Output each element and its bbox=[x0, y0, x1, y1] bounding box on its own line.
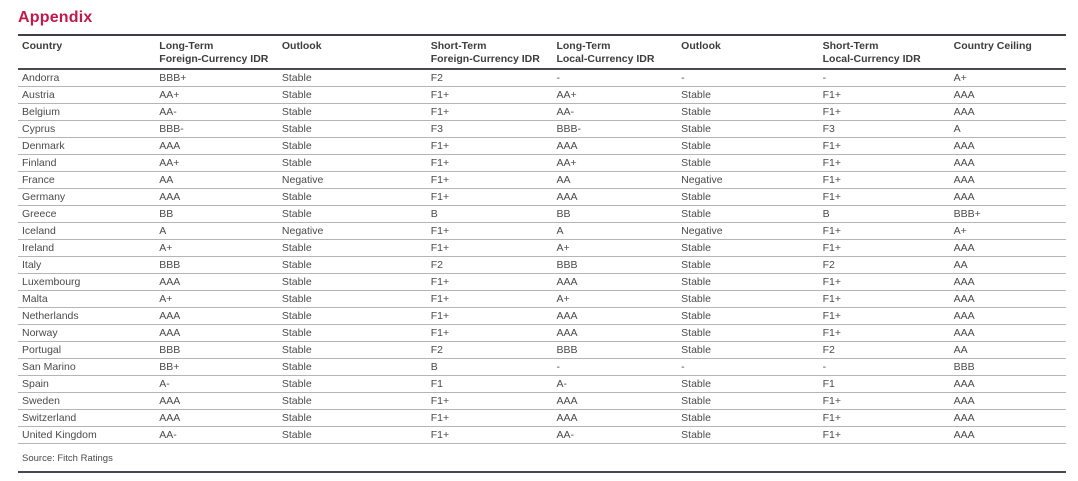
rating-cell: AA bbox=[950, 342, 1066, 359]
table-row bbox=[18, 257, 1066, 274]
rating-cell: F1+ bbox=[819, 325, 950, 342]
rating-cell: BBB bbox=[155, 342, 278, 359]
rating-cell: Stable bbox=[278, 410, 427, 427]
rating-cell: Stable bbox=[278, 189, 427, 206]
column-header-line1: Short-Term bbox=[822, 40, 879, 52]
rating-cell: AAA bbox=[552, 410, 677, 427]
rating-cell: A bbox=[155, 223, 278, 240]
rating-cell: AAA bbox=[950, 104, 1066, 121]
rating-cell: F2 bbox=[427, 69, 553, 87]
rating-cell: F1+ bbox=[819, 393, 950, 410]
rating-cell: Stable bbox=[278, 427, 427, 444]
rating-cell: Stable bbox=[278, 376, 427, 393]
rating-cell: Negative bbox=[278, 172, 427, 189]
country-cell: Netherlands bbox=[18, 308, 155, 325]
rating-cell: F1+ bbox=[819, 104, 950, 121]
rating-cell: BBB- bbox=[155, 121, 278, 138]
country-cell: Norway bbox=[18, 325, 155, 342]
country-cell: Switzerland bbox=[18, 410, 155, 427]
rating-cell: F1+ bbox=[427, 138, 553, 155]
rating-cell: - bbox=[677, 359, 818, 376]
country-cell: Belgium bbox=[18, 104, 155, 121]
rating-cell: AAA bbox=[155, 308, 278, 325]
rating-cell: AAA bbox=[155, 274, 278, 291]
rating-cell: AAA bbox=[950, 240, 1066, 257]
rating-cell: A- bbox=[552, 376, 677, 393]
country-cell: Finland bbox=[18, 155, 155, 172]
rating-cell: Stable bbox=[278, 69, 427, 87]
rating-cell: F1+ bbox=[819, 308, 950, 325]
table-row bbox=[18, 274, 1066, 291]
column-header bbox=[155, 35, 278, 69]
column-header-line1: Outlook bbox=[281, 40, 322, 52]
rating-cell: AAA bbox=[950, 376, 1066, 393]
rating-cell: A+ bbox=[552, 240, 677, 257]
rating-cell: Stable bbox=[278, 155, 427, 172]
rating-cell: AAA bbox=[950, 410, 1066, 427]
rating-cell: Stable bbox=[278, 393, 427, 410]
rating-cell: BBB bbox=[950, 359, 1066, 376]
rating-cell: Stable bbox=[278, 240, 427, 257]
table-row bbox=[18, 172, 1066, 189]
rating-cell: Negative bbox=[278, 223, 427, 240]
rating-cell: F1+ bbox=[819, 189, 950, 206]
table-row bbox=[18, 359, 1066, 376]
column-header-line1: Country Ceiling bbox=[953, 40, 1032, 52]
table-row bbox=[18, 376, 1066, 393]
country-cell: Malta bbox=[18, 291, 155, 308]
rating-cell: A+ bbox=[950, 223, 1066, 240]
rating-cell: Stable bbox=[278, 104, 427, 121]
column-header-line2: Foreign-Currency IDR bbox=[159, 52, 269, 65]
rating-cell: F1+ bbox=[427, 104, 553, 121]
rating-cell: F1+ bbox=[819, 427, 950, 444]
country-cell: Austria bbox=[18, 87, 155, 104]
rating-cell: Stable bbox=[677, 410, 818, 427]
rating-cell: AAA bbox=[552, 138, 677, 155]
rating-cell: Stable bbox=[677, 257, 818, 274]
rating-cell: Stable bbox=[677, 121, 818, 138]
rating-cell: F1+ bbox=[819, 87, 950, 104]
column-header-line2: Local-Currency IDR bbox=[556, 52, 655, 65]
column-header-line2: Foreign-Currency IDR bbox=[430, 52, 540, 65]
rating-cell: F1+ bbox=[427, 155, 553, 172]
column-header bbox=[18, 35, 155, 69]
rating-cell: Stable bbox=[278, 206, 427, 223]
country-cell: Portugal bbox=[18, 342, 155, 359]
rating-cell: - bbox=[819, 69, 950, 87]
table-row bbox=[18, 189, 1066, 206]
rating-cell: Stable bbox=[278, 308, 427, 325]
country-cell: Italy bbox=[18, 257, 155, 274]
rating-cell: Stable bbox=[677, 393, 818, 410]
rating-cell: F2 bbox=[819, 257, 950, 274]
rating-cell: F1+ bbox=[819, 410, 950, 427]
country-cell: Luxembourg bbox=[18, 274, 155, 291]
rating-cell: - bbox=[552, 359, 677, 376]
rating-cell: AAA bbox=[552, 393, 677, 410]
rating-cell: AAA bbox=[950, 427, 1066, 444]
country-cell: Iceland bbox=[18, 223, 155, 240]
country-cell: Ireland bbox=[18, 240, 155, 257]
rating-cell: AAA bbox=[950, 189, 1066, 206]
rating-cell: Stable bbox=[677, 274, 818, 291]
rating-cell: AAA bbox=[155, 138, 278, 155]
source-note: Source: Fitch Ratings bbox=[22, 453, 113, 464]
column-header bbox=[677, 35, 818, 69]
rating-cell: BB+ bbox=[155, 359, 278, 376]
rating-cell: F1+ bbox=[819, 291, 950, 308]
table-row bbox=[18, 410, 1066, 427]
table-row bbox=[18, 223, 1066, 240]
rating-cell: AA- bbox=[552, 104, 677, 121]
rating-cell: AAA bbox=[552, 274, 677, 291]
rating-cell: BB bbox=[552, 206, 677, 223]
table-row bbox=[18, 325, 1066, 342]
rating-cell: Negative bbox=[677, 172, 818, 189]
rating-cell: AAA bbox=[155, 410, 278, 427]
rating-cell: B bbox=[427, 206, 553, 223]
rating-cell: AA- bbox=[552, 427, 677, 444]
rating-cell: Stable bbox=[278, 87, 427, 104]
rating-cell: Stable bbox=[278, 274, 427, 291]
rating-cell: AAA bbox=[552, 308, 677, 325]
rating-cell: F1+ bbox=[427, 189, 553, 206]
rating-cell: AAA bbox=[155, 189, 278, 206]
rating-cell: - bbox=[552, 69, 677, 87]
rating-cell: F2 bbox=[427, 257, 553, 274]
rating-cell: BB bbox=[155, 206, 278, 223]
rating-cell: Stable bbox=[677, 342, 818, 359]
rating-cell: AAA bbox=[950, 325, 1066, 342]
country-cell: France bbox=[18, 172, 155, 189]
rating-cell: AAA bbox=[950, 172, 1066, 189]
rating-cell: Stable bbox=[278, 138, 427, 155]
rating-cell: AAA bbox=[950, 393, 1066, 410]
rating-cell: Stable bbox=[677, 87, 818, 104]
rating-cell: F1 bbox=[819, 376, 950, 393]
rating-cell: AA- bbox=[155, 104, 278, 121]
rating-cell: A- bbox=[155, 376, 278, 393]
rating-cell: Stable bbox=[677, 138, 818, 155]
table-row bbox=[18, 155, 1066, 172]
rating-cell: BBB bbox=[552, 342, 677, 359]
column-header bbox=[427, 35, 553, 69]
rating-cell: F1+ bbox=[427, 410, 553, 427]
rating-cell: AAA bbox=[155, 393, 278, 410]
country-cell: Andorra bbox=[18, 69, 155, 87]
rating-cell: F2 bbox=[427, 342, 553, 359]
rating-cell: F1+ bbox=[819, 240, 950, 257]
rating-cell: F1+ bbox=[427, 240, 553, 257]
rating-cell: Stable bbox=[278, 257, 427, 274]
table-row bbox=[18, 138, 1066, 155]
table-header-row bbox=[18, 35, 1066, 69]
rating-cell: Stable bbox=[677, 376, 818, 393]
table-row bbox=[18, 308, 1066, 325]
rating-cell: BBB- bbox=[552, 121, 677, 138]
rating-cell: Stable bbox=[677, 104, 818, 121]
rating-cell: A+ bbox=[155, 291, 278, 308]
rating-cell: AA+ bbox=[155, 155, 278, 172]
rating-cell: A+ bbox=[950, 69, 1066, 87]
column-header-line1: Country bbox=[22, 40, 63, 52]
rating-cell: Negative bbox=[677, 223, 818, 240]
rating-cell: F1 bbox=[427, 376, 553, 393]
column-header bbox=[552, 35, 677, 69]
country-cell: Germany bbox=[18, 189, 155, 206]
table-row bbox=[18, 427, 1066, 444]
rating-cell: Stable bbox=[677, 189, 818, 206]
rating-cell: A+ bbox=[552, 291, 677, 308]
rating-cell: F1+ bbox=[819, 138, 950, 155]
rating-cell: BBB+ bbox=[950, 206, 1066, 223]
rating-cell: F1+ bbox=[819, 172, 950, 189]
rating-cell: A bbox=[950, 121, 1066, 138]
rating-cell: F1+ bbox=[427, 172, 553, 189]
rating-cell: AAA bbox=[950, 155, 1066, 172]
table-row bbox=[18, 393, 1066, 410]
table-row bbox=[18, 291, 1066, 308]
rating-cell: AA+ bbox=[552, 87, 677, 104]
rating-cell: F1+ bbox=[819, 155, 950, 172]
country-cell: Sweden bbox=[18, 393, 155, 410]
rating-cell: B bbox=[819, 206, 950, 223]
table-row bbox=[18, 69, 1066, 87]
rating-cell: AAA bbox=[552, 189, 677, 206]
column-header-line1: Long-Term bbox=[159, 40, 214, 52]
rating-cell: Stable bbox=[677, 308, 818, 325]
table-header bbox=[18, 35, 1066, 69]
rating-cell: F1+ bbox=[427, 291, 553, 308]
rating-cell: Stable bbox=[278, 325, 427, 342]
rating-cell: Stable bbox=[278, 291, 427, 308]
rating-cell: Stable bbox=[677, 155, 818, 172]
rating-cell: F1+ bbox=[819, 274, 950, 291]
rating-cell: F1+ bbox=[427, 87, 553, 104]
rating-cell: F1+ bbox=[427, 325, 553, 342]
rating-cell: BBB bbox=[155, 257, 278, 274]
rating-cell: - bbox=[677, 69, 818, 87]
rating-cell: Stable bbox=[278, 359, 427, 376]
table-row bbox=[18, 240, 1066, 257]
table-row bbox=[18, 87, 1066, 104]
column-header-line1: Short-Term bbox=[430, 40, 487, 52]
rating-cell: A+ bbox=[155, 240, 278, 257]
ratings-table bbox=[18, 34, 1066, 444]
rating-cell: AA+ bbox=[155, 87, 278, 104]
column-header-line1: Outlook bbox=[681, 40, 721, 52]
rating-cell: AA bbox=[950, 257, 1066, 274]
rating-cell: AAA bbox=[950, 274, 1066, 291]
rating-cell: Stable bbox=[677, 206, 818, 223]
rating-cell: F3 bbox=[819, 121, 950, 138]
rating-cell: BBB bbox=[552, 257, 677, 274]
column-header bbox=[950, 35, 1066, 69]
rating-cell: AA- bbox=[155, 427, 278, 444]
column-header bbox=[819, 35, 950, 69]
rating-cell: AAA bbox=[950, 291, 1066, 308]
table-row bbox=[18, 342, 1066, 359]
rating-cell: Stable bbox=[278, 121, 427, 138]
column-header-line1: Long-Term bbox=[556, 40, 611, 52]
rating-cell: AAA bbox=[950, 138, 1066, 155]
rating-cell: F1+ bbox=[819, 223, 950, 240]
country-cell: Spain bbox=[18, 376, 155, 393]
rating-cell: Stable bbox=[677, 325, 818, 342]
rating-cell: A bbox=[552, 223, 677, 240]
rating-cell: BBB+ bbox=[155, 69, 278, 87]
page-title: Appendix bbox=[18, 9, 93, 26]
rating-cell: Stable bbox=[677, 240, 818, 257]
rating-cell: F1+ bbox=[427, 308, 553, 325]
rating-cell: AAA bbox=[552, 325, 677, 342]
country-cell: United Kingdom bbox=[18, 427, 155, 444]
rating-cell: AA bbox=[552, 172, 677, 189]
rating-cell: Stable bbox=[278, 342, 427, 359]
table-row bbox=[18, 206, 1066, 223]
rating-cell: Stable bbox=[677, 291, 818, 308]
rating-cell: F1+ bbox=[427, 223, 553, 240]
rating-cell: F2 bbox=[819, 342, 950, 359]
column-header bbox=[278, 35, 427, 69]
rating-cell: F1+ bbox=[427, 274, 553, 291]
country-cell: Greece bbox=[18, 206, 155, 223]
rating-cell: AAA bbox=[950, 87, 1066, 104]
rating-cell: - bbox=[819, 359, 950, 376]
country-cell: Cyprus bbox=[18, 121, 155, 138]
rating-cell: AAA bbox=[155, 325, 278, 342]
rating-cell: AA+ bbox=[552, 155, 677, 172]
rating-cell: F1+ bbox=[427, 427, 553, 444]
rating-cell: AAA bbox=[950, 308, 1066, 325]
rating-cell: AA bbox=[155, 172, 278, 189]
country-cell: San Marino bbox=[18, 359, 155, 376]
rating-cell: Stable bbox=[677, 427, 818, 444]
country-cell: Denmark bbox=[18, 138, 155, 155]
rating-cell: F3 bbox=[427, 121, 553, 138]
table-row bbox=[18, 104, 1066, 121]
source-bar bbox=[18, 444, 1066, 473]
rating-cell: B bbox=[427, 359, 553, 376]
column-header-line2: Local-Currency IDR bbox=[822, 52, 921, 65]
table-row bbox=[18, 121, 1066, 138]
rating-cell: F1+ bbox=[427, 393, 553, 410]
